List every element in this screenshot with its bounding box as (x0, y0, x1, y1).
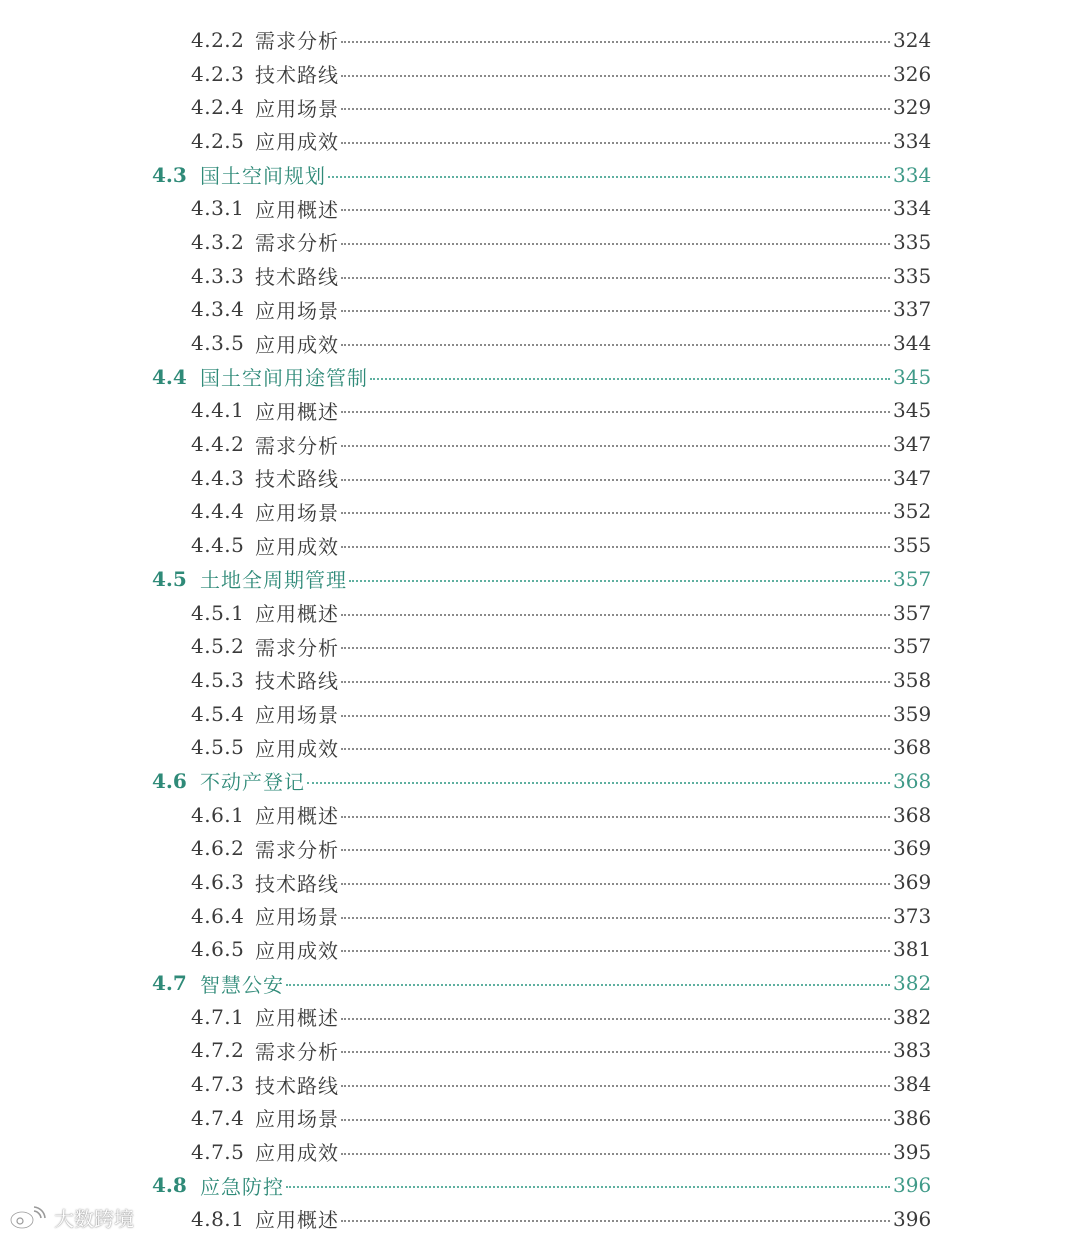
toc-entry-number: 4.6.5 (191, 937, 245, 962)
dot-leader (328, 176, 890, 178)
toc-subsection-entry[interactable] (0, 23, 1080, 57)
dot-leader (341, 681, 890, 683)
toc-entry-page-number: 324 (893, 27, 932, 52)
table-of-contents (0, 23, 1080, 1236)
toc-entry-number: 4.2.2 (191, 27, 245, 52)
toc-entry-page-number: 337 (893, 297, 932, 322)
toc-entry-page-number: 355 (893, 533, 932, 558)
dot-leader (341, 917, 890, 919)
toc-subsection-entry[interactable] (0, 1067, 1080, 1101)
dot-leader (341, 1085, 890, 1087)
toc-entry-number: 4.2.5 (191, 128, 245, 153)
toc-subsection-entry[interactable] (0, 326, 1080, 360)
dot-leader (341, 512, 890, 514)
toc-entry-number: 4.8.1 (191, 1206, 245, 1231)
toc-entry-title: 应用概述 (255, 399, 339, 424)
toc-entry-number: 4.3.5 (191, 331, 245, 356)
toc-entry-number: 4.7.2 (191, 1038, 245, 1063)
toc-subsection-entry[interactable] (0, 1101, 1080, 1135)
toc-subsection-entry[interactable] (0, 57, 1080, 91)
toc-entry-number: 4.4.3 (191, 465, 245, 490)
toc-subsection-entry[interactable] (0, 528, 1080, 562)
toc-entry-title: 应用成效 (255, 534, 339, 559)
toc-entry-title: 应急防控 (200, 1174, 284, 1199)
toc-entry-title: 技术路线 (255, 871, 339, 896)
toc-entry-number: 4.6.4 (191, 903, 245, 928)
dot-leader (341, 479, 890, 481)
toc-subsection-entry[interactable] (0, 629, 1080, 663)
toc-entry-title: 国土空间用途管制 (200, 366, 368, 391)
dot-leader (341, 277, 890, 279)
toc-entry-page-number: 368 (893, 735, 932, 760)
toc-entry-page-number: 359 (893, 701, 932, 726)
toc-entry-number: 4.5.4 (191, 701, 245, 726)
toc-entry-title: 应用场景 (255, 1107, 339, 1132)
dot-leader (341, 614, 890, 616)
toc-entry-page-number: 357 (893, 634, 932, 659)
toc-subsection-entry[interactable] (0, 596, 1080, 630)
toc-entry-number: 4.3.1 (191, 196, 245, 221)
toc-entry-title: 技术路线 (255, 265, 339, 290)
watermark-text: 大数跨境 (54, 1207, 134, 1231)
dot-leader (341, 1018, 890, 1020)
toc-entry-title: 应用成效 (255, 1141, 339, 1166)
toc-entry-title: 土地全周期管理 (200, 568, 347, 593)
dot-leader (341, 816, 890, 818)
toc-entry-page-number: 386 (893, 1105, 932, 1130)
dot-leader (341, 1153, 890, 1155)
toc-subsection-entry[interactable] (0, 663, 1080, 697)
toc-entry-title: 不动产登记 (200, 770, 305, 795)
toc-section-entry[interactable] (0, 1168, 1080, 1202)
toc-entry-page-number: 352 (893, 499, 932, 524)
toc-entry-page-number: 395 (893, 1139, 932, 1164)
toc-entry-number: 4.7.3 (191, 1072, 245, 1097)
toc-subsection-entry[interactable] (0, 495, 1080, 529)
dot-leader (370, 378, 890, 380)
toc-entry-title: 应用概述 (255, 1208, 339, 1233)
dot-leader (341, 108, 890, 110)
dot-leader (341, 41, 890, 43)
toc-subsection-entry[interactable] (0, 697, 1080, 731)
toc-subsection-entry[interactable] (0, 259, 1080, 293)
toc-entry-number: 4.4.5 (191, 533, 245, 558)
toc-entry-title: 需求分析 (255, 837, 339, 862)
dot-leader (341, 142, 890, 144)
toc-subsection-entry[interactable] (0, 1000, 1080, 1034)
toc-entry-page-number: 345 (893, 364, 932, 389)
toc-entry-page-number: 326 (893, 61, 932, 86)
dot-leader (341, 310, 890, 312)
toc-entry-title: 应用概述 (255, 602, 339, 627)
toc-entry-number: 4.7.5 (191, 1139, 245, 1164)
dot-leader (349, 580, 890, 582)
toc-entry-title: 技术路线 (255, 1073, 339, 1098)
toc-entry-title: 需求分析 (255, 635, 339, 660)
dot-leader (341, 748, 890, 750)
toc-entry-page-number: 373 (893, 903, 932, 928)
dot-leader (307, 782, 890, 784)
toc-entry-title: 应用场景 (255, 703, 339, 728)
dot-leader (341, 209, 890, 211)
toc-entry-number: 4.7 (152, 971, 187, 996)
toc-entry-number: 4.6.3 (191, 870, 245, 895)
toc-entry-number: 4.3 (152, 162, 187, 187)
toc-entry-title: 智慧公安 (200, 972, 284, 997)
toc-entry-number: 4.6.2 (191, 836, 245, 861)
dot-leader (286, 984, 890, 986)
toc-subsection-entry[interactable] (0, 90, 1080, 124)
toc-subsection-entry[interactable] (0, 293, 1080, 327)
toc-entry-page-number: 334 (893, 128, 932, 153)
toc-subsection-entry[interactable] (0, 1034, 1080, 1068)
weibo-logo-icon (8, 1205, 48, 1231)
toc-entry-page-number: 329 (893, 95, 932, 120)
toc-entry-number: 4.8 (152, 1173, 187, 1198)
toc-subsection-entry[interactable] (0, 832, 1080, 866)
toc-subsection-entry[interactable] (0, 865, 1080, 899)
toc-entry-title: 需求分析 (255, 433, 339, 458)
toc-entry-title: 需求分析 (255, 29, 339, 54)
toc-subsection-entry[interactable] (0, 933, 1080, 967)
toc-entry-number: 4.5.5 (191, 735, 245, 760)
toc-entry-page-number: 384 (893, 1072, 932, 1097)
dot-leader (341, 883, 890, 885)
toc-entry-page-number: 383 (893, 1038, 932, 1063)
toc-subsection-entry[interactable] (0, 730, 1080, 764)
toc-subsection-entry[interactable] (0, 1202, 1080, 1236)
toc-section-entry[interactable] (0, 158, 1080, 192)
toc-entry-page-number: 396 (893, 1173, 932, 1198)
dot-leader (341, 445, 890, 447)
toc-entry-page-number: 334 (893, 196, 932, 221)
toc-section-entry[interactable] (0, 966, 1080, 1000)
toc-entry-number: 4.5.3 (191, 667, 245, 692)
dot-leader (341, 1220, 890, 1222)
toc-entry-number: 4.4.2 (191, 432, 245, 457)
toc-entry-title: 应用成效 (255, 736, 339, 761)
toc-subsection-entry[interactable] (0, 1135, 1080, 1169)
toc-section-entry[interactable] (0, 360, 1080, 394)
toc-entry-number: 4.7.4 (191, 1105, 245, 1130)
toc-entry-number: 4.5.2 (191, 634, 245, 659)
toc-entry-number: 4.3.4 (191, 297, 245, 322)
toc-entry-page-number: 357 (893, 600, 932, 625)
toc-entry-title: 应用成效 (255, 130, 339, 155)
dot-leader (341, 546, 890, 548)
toc-entry-title: 应用概述 (255, 197, 339, 222)
toc-entry-title: 应用场景 (255, 96, 339, 121)
toc-entry-title: 应用场景 (255, 298, 339, 323)
toc-entry-title: 应用场景 (255, 500, 339, 525)
toc-entry-page-number: 369 (893, 836, 932, 861)
toc-entry-title: 需求分析 (255, 1039, 339, 1064)
toc-entry-page-number: 382 (893, 1004, 932, 1029)
watermark (8, 1203, 134, 1232)
toc-entry-title: 应用概述 (255, 1006, 339, 1031)
dot-leader (341, 715, 890, 717)
toc-entry-page-number: 369 (893, 870, 932, 895)
toc-entry-page-number: 335 (893, 263, 932, 288)
toc-entry-page-number: 347 (893, 465, 932, 490)
toc-subsection-entry[interactable] (0, 225, 1080, 259)
toc-entry-title: 技术路线 (255, 467, 339, 492)
toc-entry-number: 4.7.1 (191, 1004, 245, 1029)
toc-subsection-entry[interactable] (0, 191, 1080, 225)
toc-subsection-entry[interactable] (0, 124, 1080, 158)
toc-entry-title: 技术路线 (255, 669, 339, 694)
toc-entry-page-number: 357 (893, 566, 932, 591)
dot-leader (341, 75, 890, 77)
toc-entry-number: 4.4.4 (191, 499, 245, 524)
dot-leader (341, 411, 890, 413)
toc-entry-title: 应用成效 (255, 332, 339, 357)
toc-subsection-entry[interactable] (0, 461, 1080, 495)
dot-leader (341, 849, 890, 851)
toc-entry-title: 应用概述 (255, 804, 339, 829)
dot-leader (341, 1119, 890, 1121)
toc-entry-number: 4.6 (152, 768, 187, 793)
dot-leader (341, 344, 890, 346)
toc-entry-title: 应用场景 (255, 905, 339, 930)
toc-entry-page-number: 335 (893, 229, 932, 254)
toc-section-entry[interactable] (0, 764, 1080, 798)
toc-entry-page-number: 368 (893, 768, 932, 793)
dot-leader (341, 647, 890, 649)
toc-entry-page-number: 334 (893, 162, 932, 187)
dot-leader (341, 950, 890, 952)
toc-entry-title: 技术路线 (255, 63, 339, 88)
toc-entry-page-number: 344 (893, 331, 932, 356)
toc-entry-title: 需求分析 (255, 231, 339, 256)
toc-entry-number: 4.5 (152, 566, 187, 591)
toc-subsection-entry[interactable] (0, 427, 1080, 461)
dot-leader (341, 243, 890, 245)
dot-leader (341, 1051, 890, 1053)
toc-subsection-entry[interactable] (0, 394, 1080, 428)
toc-entry-number: 4.3.3 (191, 263, 245, 288)
toc-entry-number: 4.4 (152, 364, 187, 389)
toc-entry-number: 4.4.1 (191, 398, 245, 423)
dot-leader (286, 1186, 890, 1188)
toc-entry-title: 应用成效 (255, 938, 339, 963)
toc-entry-page-number: 368 (893, 802, 932, 827)
toc-entry-page-number: 358 (893, 667, 932, 692)
toc-subsection-entry[interactable] (0, 899, 1080, 933)
toc-entry-number: 4.2.3 (191, 61, 245, 86)
toc-entry-page-number: 345 (893, 398, 932, 423)
toc-entry-number: 4.2.4 (191, 95, 245, 120)
toc-entry-page-number: 382 (893, 971, 932, 996)
toc-entry-page-number: 396 (893, 1206, 932, 1231)
toc-entry-page-number: 347 (893, 432, 932, 457)
toc-entry-number: 4.6.1 (191, 802, 245, 827)
toc-entry-number: 4.3.2 (191, 229, 245, 254)
toc-entry-page-number: 381 (893, 937, 932, 962)
toc-entry-number: 4.5.1 (191, 600, 245, 625)
toc-section-entry[interactable] (0, 562, 1080, 596)
toc-subsection-entry[interactable] (0, 798, 1080, 832)
toc-entry-title: 国土空间规划 (200, 164, 326, 189)
